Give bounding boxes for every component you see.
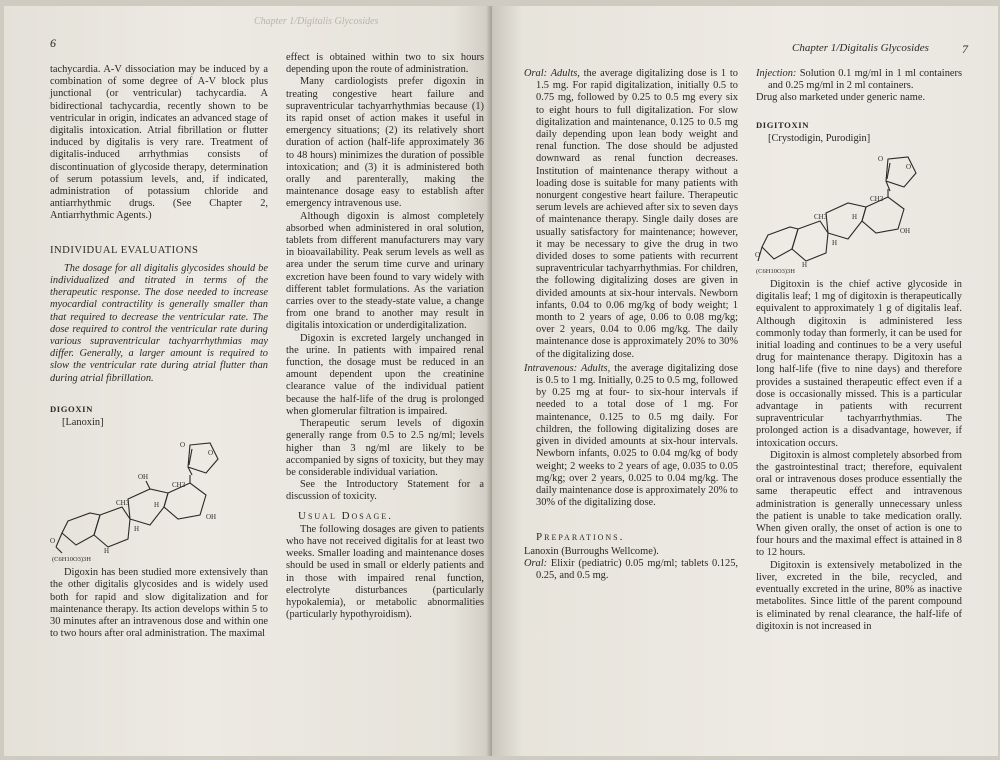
methyl-label: CH3 — [116, 499, 130, 508]
hydroxyl-label: OH — [138, 473, 149, 482]
ring-a — [762, 227, 798, 259]
paragraph: Digitoxin is extensively metabolized in the liver, excreted in the bile, recycled, and eventually excreted in the urine, 80% as inactive metabolites. Since little of the parent compound is eliminated by renal clearance, the half-life of digitoxin is not increased in — [756, 559, 962, 632]
intravenous-dosage — [524, 363, 738, 509]
ring-c — [826, 203, 866, 239]
generic-note: Drug also marketed under generic name. — [756, 92, 926, 104]
carbonyl-oxygen: O — [906, 163, 912, 172]
sugar-formula: (C6H10O3)3H — [52, 556, 91, 564]
hydrogen-label: H — [134, 525, 140, 534]
usual-dosage-heading: Usual Dosage. — [298, 509, 393, 522]
digoxin-structure-diagram — [50, 435, 268, 563]
paragraph: Digitoxin is almost completely absorbed from the gastrointestinal tract; therefore, equivalent oral or intravenous doses produce essentially the same therapeutic effect and intravenous administration is generally unnecessary unless the patient is unable to take medication orally. When given orally, the onset of action is one to four hours and the maximal effect is attained in 8 to 12 hours. — [756, 449, 962, 559]
hydrogen-label: H — [154, 501, 160, 510]
paragraph: Although digoxin is almost completely absorbed when administered in oral solution, tablets from different manufacturers may vary in bioavailability. Peak serum levels as well as area under the serum time curve and urinary excretion have been found to vary widely with different tablet formulations. As the variation carries over to the steady-state value, a change from one brand to another may result in digitalis intoxication or underdigitalization. — [286, 210, 484, 332]
lactone-ring — [188, 443, 218, 473]
section-heading: INDIVIDUAL EVALUATIONS — [50, 244, 199, 256]
preparation-oral-label: Oral: — [524, 557, 548, 569]
right-page-column-1 — [524, 68, 738, 582]
preparation-brand: Lanoxin (Burroughs Wellcome). — [524, 545, 659, 557]
hydrogen-label: H — [802, 261, 808, 270]
paragraph: Digitoxin is the chief active glycoside in digitalis leaf; 1 mg of digitoxin is therapeutically equivalent to approximately 1 g of digitalis leaf. Although digitoxin is administered less commonly today than formerly, it can be used for initial loading and continues to be a very useful drug for maintenance therapy. Digitoxin has a long half-life (five to nine days) and therefore provides a sustained therapeutic effect even if a dose is occasionally missed. This is a particular advantage in patients with recurrent supraventricular tachyarrhythmias. The prolonged action is a disadvantage, however, if intoxication occurs. — [756, 279, 962, 449]
paragraph: Therapeutic serum levels of digoxin generally range from 0.5 to 2.5 ng/ml; levels higher than 3 ng/ml are likely to be accompanied by signs of toxicity, but they may be considerable individual variation. — [286, 418, 484, 478]
oral-text: the average digitalizing dose is 1 to 1.5 mg. For rapid digitalization, initially 0.5 to 0.75 mg, followed by 0.25 to 0.5 mg every six to eight hours to full digitalization. For slow digitalization and maintenance, 0.125 to 0.5 mg daily depending upon lean body weight and renal function. The dose should be adjusted downward as renal function decreases. Institution of maintenance therapy without a loading dose is suitable for many patients with nonurgent congestive heart failure. Therapeutic serum levels are achieved after six to seven days of maintenance therapy. Single daily doses are usually satisfactory for maintenance; however, it may be necessary to give the drug in two divided doses to some patients with recurrent supraventricular tachyarrhythmias. For children, the following digitalizing doses are given in divided amounts at six-hour intervals. Newborn infants, 0.04 to 0.06 mg/kg of body weight; 1 month to 2 years of age, 0.06 to 0.08 mg/kg; over 2 years, 0.04 to 0.06 mg/kg. The daily maintenance dose is approximately 20% to 30% of the digitalizing dose. — [536, 68, 738, 360]
drug-brand: [Lanoxin] — [62, 417, 104, 429]
ring-c — [128, 489, 168, 525]
ring-a — [62, 513, 100, 545]
drug-heading: DIGOXIN — [50, 403, 93, 414]
ring-oxygen: O — [878, 155, 884, 164]
ring-b — [792, 221, 828, 261]
intravenous-label: Intravenous: Adults, — [524, 362, 611, 374]
preparation-oral-text: Elixir (pediatric) 0.05 mg/ml; tablets 0.125, 0.25, and 0.5 mg. — [536, 557, 738, 581]
hydroxyl-label: OH — [900, 227, 911, 236]
hydrogen-label: H — [852, 213, 858, 222]
glycoside-oxygen: O — [50, 537, 56, 546]
oral-label: Oral: Adults, — [524, 68, 580, 79]
evaluation-statement: The dosage for all digitalis glycosides should be individualized and titrated in terms of the therapeutic response. The dose needed to increase myocardial contractility is generally smaller than that required to decrease the ventricular rate. The dose required to control the ventricular rate during various supraventricular tachyarrhythmias may differ. Generally, a larger amount is required to slow the ventricular rate during atrial flutter than during atrial fibrillation. — [50, 262, 268, 384]
glycoside-oxygen: O — [755, 251, 761, 260]
digitoxin-structure-diagram — [756, 151, 962, 277]
show-through-running-head: Chapter 1/Digitalis Glycosides — [254, 16, 379, 27]
intravenous-text: the average digitalizing dose is 0.5 to 1 mg. Initially, 0.25 to 0.5 mg, followed by 0.25 mg at four- to six-hour intervals if needed to a total dose of 1 mg. For maintenance, 0.125 to 0.5 mg daily. For children, the following digitalizing doses are given in divided amounts at six-hour intervals. Newborn infants, 0.025 to 0.04 mg/kg of body weight; 2 weeks to 2 years of age, 0.035 to 0.05 mg/kg; over 2 years, 0.025 to 0.04 mg/kg. The daily maintenance dose is approximately 20% to 30% of the digitalizing dose. — [536, 362, 738, 509]
page-number: 6 — [50, 36, 56, 50]
lactone-ring — [886, 157, 916, 187]
preparation-oral — [524, 558, 738, 582]
hydrogen-label: H — [832, 239, 838, 248]
hydroxyl-label: OH — [206, 513, 217, 522]
page-number: 7 — [962, 42, 968, 56]
paragraph: effect is obtained within two to six hours depending upon the route of administration. — [286, 52, 484, 76]
running-head: Chapter 1/Digitalis Glycosides — [792, 42, 929, 54]
carbonyl-oxygen: O — [208, 449, 214, 458]
preparations-heading: Preparations. — [536, 531, 625, 544]
ring-oxygen: O — [180, 441, 186, 450]
oral-dosage — [524, 68, 738, 361]
right-page-column-2 — [756, 68, 962, 633]
left-page — [4, 6, 492, 756]
paragraph: tachycardia. A-V dissociation may be induced by a combination of some degree of A-V block plus junctional (or ventricular) tachycardia. A bidirectional tachycardia, recently shown to be ventricular in origin, indicates an advanced stage of digitalis intoxication. Atrial fibrillation or flutter induced by digitalis is very rare. Treatment of digitalis-induced arrhythmias consists of discontinuation of glycoside therapy, determination of serum potassium levels, and, if indicated, administration of potassium chloride and antiarrhythmic drugs. (See Chapter 2, Antiarrhythmic Agents.) — [50, 64, 268, 222]
injection-text: Solution 0.1 mg/ml in 1 ml containers and 0.25 mg/ml in 2 ml containers. — [768, 68, 963, 92]
right-page — [492, 6, 998, 756]
methyl-label: CH3 — [172, 481, 186, 490]
drug-heading: DIGITOXIN — [756, 119, 809, 130]
left-page-column-2 — [286, 52, 484, 621]
paragraph: See the Introductory Statement for a discussion of toxicity. — [286, 479, 484, 503]
paragraph: Many cardiologists prefer digoxin in treating congestive heart failure and supraventricular tachyarrhythmias because (1) its rapid onset of action makes it useful in emergency situations; (2) its relatively short duration of action (half-life approximately 36 to 48 hours) minimizes the duration of possible intoxication; and (3) it is administered both orally and parenterally, making the maintenance dosage easy to establish after emergency intravenous use. — [286, 76, 484, 210]
ring-b — [94, 507, 130, 547]
drug-brand: [Crystodigin, Purodigin] — [768, 132, 871, 144]
injection-label: Injection: — [756, 68, 797, 79]
paragraph: The following dosages are given to patients who have not received digitalis for at least two weeks. Smaller loading and maintenance doses should be used in small or elderly patients and in those with impaired renal function, electrolyte disturbances (particularly hypokalemia), or metabolic abnormalities (particularly hypothyroidism). — [286, 523, 484, 621]
hydrogen-label: H — [104, 547, 110, 556]
paragraph: Digoxin has been studied more extensively than the other digitalis glycosides and is widely used both for rapid and slow digitalization and for maintenance therapy. Its action develops within 5 to 30 minutes after an intravenous dose and within one to two hours after oral administration. The maximal — [50, 567, 268, 640]
left-page-column-1 — [50, 64, 268, 641]
methyl-label: CH3 — [870, 195, 884, 204]
injection-preparation — [756, 68, 962, 92]
methyl-label: CH3 — [814, 213, 828, 222]
sugar-formula: (C6H10O3)3H — [756, 268, 795, 276]
paragraph: Digoxin is excreted largely unchanged in the urine. In patients with impaired renal function, the dosage must be reduced in an amount dependent upon the creatinine clearance value of the individual patient because the half-life of the drug is prolonged when glomerular filtration is impaired. — [286, 332, 484, 417]
